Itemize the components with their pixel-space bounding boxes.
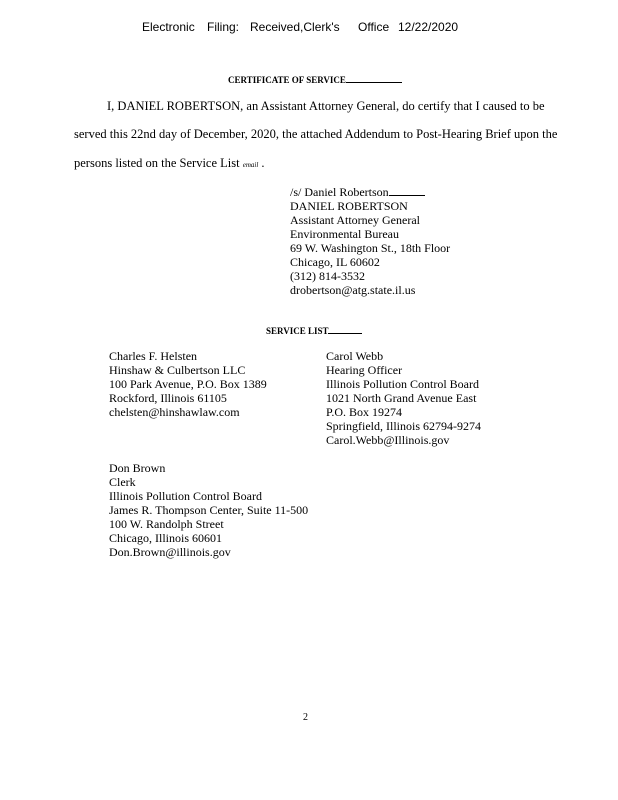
contact-line: 100 W. Randolph Street — [109, 517, 224, 531]
contact-email: Carol.Webb@Illinois.gov — [326, 433, 450, 447]
contact-line: Springfield, Illinois 62794-9274 — [326, 419, 481, 433]
signature-bureau: Environmental Bureau — [290, 227, 399, 241]
header-electronic: Electronic — [142, 20, 195, 34]
title-underline — [346, 74, 402, 83]
certificate-line-2: served this 22nd day of December, 2020, the attached Addendum to Post-Hearing Brief upon the — [74, 127, 558, 141]
certificate-title-text: CERTIFICATE OF SERVICE — [228, 75, 346, 85]
contact-line: Don Brown — [109, 461, 166, 475]
signature-city: Chicago, IL 60602 — [290, 255, 380, 269]
header-office: Office — [358, 20, 390, 34]
contact-webb — [326, 349, 481, 447]
certificate-line-1: I, DANIEL ROBERTSON, an Assistant Attorney General, do certify that I caused to be — [107, 99, 545, 113]
contact-line: Carol Webb — [326, 349, 384, 363]
certificate-line-3-main: persons listed on the Service List — [74, 156, 240, 170]
contact-brown — [109, 461, 308, 559]
page-number: 2 — [303, 712, 308, 723]
certificate-title — [228, 74, 402, 85]
header-date: 12/22/2020 — [398, 20, 459, 34]
contact-line: Hearing Officer — [326, 363, 403, 377]
service-list-title — [266, 325, 362, 336]
signature-block — [290, 184, 450, 297]
signature-line: /s/ Daniel Robertson — [290, 184, 450, 199]
certificate-email-note: email — [242, 161, 259, 169]
header-received: Received,Clerk's — [250, 20, 340, 34]
contact-line: 100 Park Avenue, P.O. Box 1389 — [109, 377, 267, 391]
contact-line: Rockford, Illinois 61105 — [109, 391, 227, 405]
contact-line: Clerk — [109, 475, 136, 489]
signature-underline — [389, 184, 425, 196]
signature-title: Assistant Attorney General — [290, 213, 420, 227]
signature-phone: (312) 814-3532 — [290, 269, 365, 283]
contact-line: Illinois Pollution Control Board — [109, 489, 263, 503]
contact-line: Chicago, Illinois 60601 — [109, 531, 222, 545]
signature-email: drobertson@atg.state.il.us — [290, 283, 416, 297]
signature-street: 69 W. Washington St., 18th Floor — [290, 241, 451, 255]
contact-line: 1021 North Grand Avenue East — [326, 391, 477, 405]
contact-line: Charles F. Helsten — [109, 349, 198, 363]
contact-line: James R. Thompson Center, Suite 11-500 — [109, 503, 309, 517]
contact-line: P.O. Box 19274 — [326, 405, 403, 419]
service-list-title-text: SERVICE LIST — [266, 326, 329, 336]
contact-line: Hinshaw & Culbertson LLC — [109, 363, 246, 377]
certificate-line-3 — [74, 156, 265, 171]
contact-helsten — [109, 349, 267, 419]
service-title-underline — [328, 325, 362, 334]
contact-line: Illinois Pollution Control Board — [326, 377, 480, 391]
header-filing: Filing: — [207, 20, 240, 34]
certificate-line-3-end: . — [261, 156, 265, 170]
signature-name: DANIEL ROBERTSON — [290, 199, 408, 213]
contact-email: chelsten@hinshawlaw.com — [109, 405, 240, 419]
contact-email: Don.Brown@illinois.gov — [109, 545, 231, 559]
